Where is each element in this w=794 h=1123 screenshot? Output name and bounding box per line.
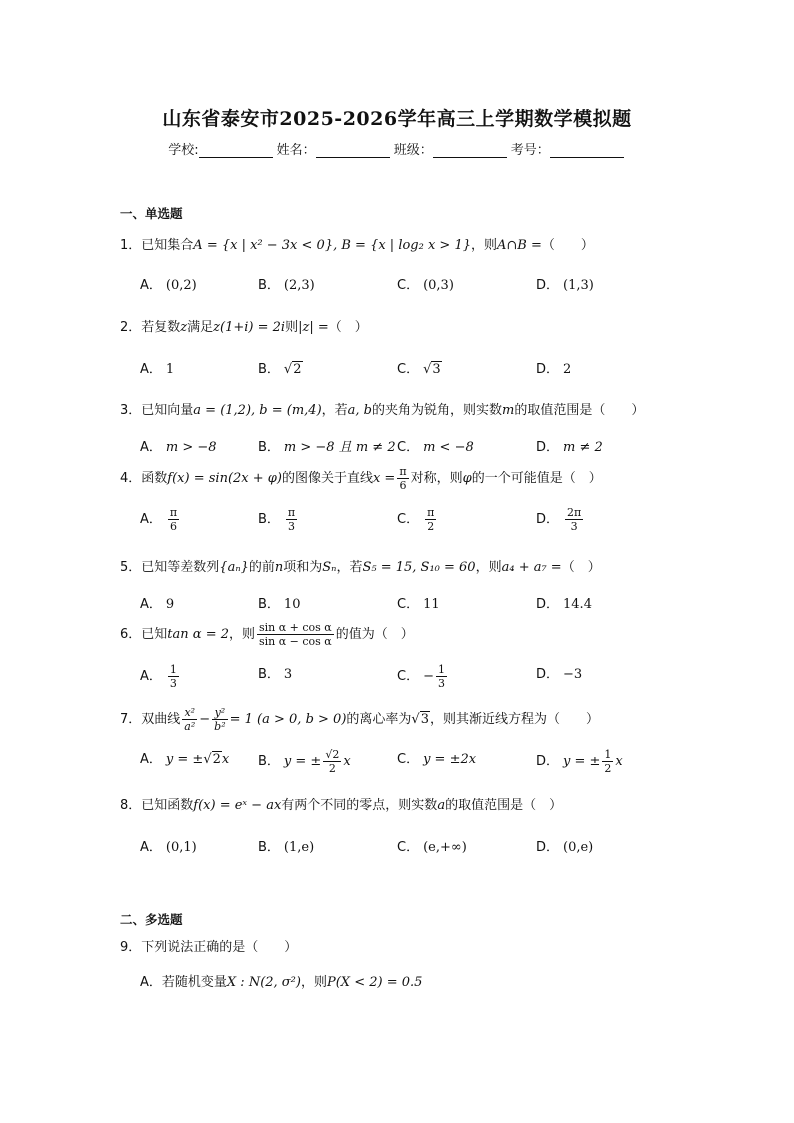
math-expression: = 1 (a > 0, b > 0) [229, 712, 347, 727]
option-d[interactable]: D． $\frac{2\pi}{3}$ [536, 506, 582, 533]
question-text: ，则 [300, 975, 327, 990]
question-5-options [140, 593, 680, 619]
question-text: 函数 [141, 471, 168, 486]
question-3 [120, 399, 680, 418]
question-text: 的值为 [335, 627, 375, 642]
math-expression: z(1+i) = 2i [213, 320, 286, 335]
answer-bracket: （ ） [328, 320, 368, 335]
question-text: 有两个不同的零点，则实数 [281, 798, 438, 813]
class-blank[interactable] [433, 143, 507, 158]
question-text: ，则 [475, 560, 502, 575]
answer-bracket: （ ） [541, 238, 594, 253]
question-number: 8． [120, 798, 142, 813]
option-a[interactable]: A． 9 [140, 597, 175, 612]
answer-bracket: （ ） [561, 560, 601, 575]
question-text: 下列说法正确的是 [141, 940, 246, 955]
question-6-options [140, 663, 680, 689]
option-a[interactable]: A． $\frac{\pi}{6}$ [140, 506, 178, 533]
math-expression: f(x) = eˣ − ax [193, 798, 282, 813]
option-b[interactable]: B． m > −8 且 m ≠ 2 [258, 440, 396, 455]
math-expression: a, b [347, 403, 372, 418]
answer-bracket: （ ） [245, 940, 298, 955]
question-text: 的前 [248, 560, 275, 575]
option-b[interactable]: B． 10 [258, 597, 301, 612]
option-c[interactable]: C． − $\frac{1}{3}$ [397, 663, 445, 690]
question-2 [120, 316, 680, 335]
question-8 [120, 794, 680, 813]
fraction: $\frac{\pi}{6}$ [399, 465, 407, 492]
question-text: 的取值范围是 [445, 798, 524, 813]
option-b[interactable]: B． $\frac{\pi}{3}$ [258, 506, 296, 533]
math-variable: a [437, 798, 446, 813]
question-3-options [140, 436, 680, 462]
question-number: 2． [120, 320, 142, 335]
option-c[interactable]: C． $\frac{\pi}{2}$ [397, 506, 435, 533]
question-6 [120, 621, 680, 648]
option-c[interactable]: C． (0,3) [397, 278, 454, 293]
answer-bracket: （ ） [523, 798, 563, 813]
question-text: 的夹角为锐角，则实数 [372, 403, 503, 418]
fraction: $\frac{\text{y²}}{\text{b²}}$ [214, 706, 226, 733]
option-a[interactable]: A． (0,2) [140, 278, 197, 293]
section-single-choice: 一、单选题 [120, 206, 183, 221]
name-blank[interactable] [316, 143, 390, 158]
answer-bracket: （ ） [562, 471, 602, 486]
fraction: $\frac{\text{sin α + cos α}}{\text{sin α − cos α}}$ [259, 621, 332, 648]
option-d[interactable]: D． (0,e) [536, 840, 594, 855]
fraction: $\frac{\text{x²}}{\text{a²}}$ [184, 706, 196, 733]
question-text: 已知等差数列 [141, 560, 220, 575]
answer-bracket: （ ） [374, 627, 414, 642]
question-8-options [140, 836, 680, 862]
question-text: 双曲线 [141, 712, 181, 727]
math-expression: {aₙ} [219, 560, 249, 575]
question-text: 已知集合 [141, 238, 194, 253]
name-label: 姓名： [276, 143, 316, 158]
question-5 [120, 556, 680, 575]
math-expression: tan α = 2 [167, 627, 229, 642]
exam-number-label: 考号： [510, 143, 550, 158]
math-expression: P(X < 2) = 0.5 [326, 975, 423, 990]
math-variable: z [180, 320, 188, 335]
question-text: 则 [285, 320, 299, 335]
option-a[interactable]: A． m > −8 [140, 440, 217, 455]
question-4-options [140, 506, 680, 532]
question-number: 6． [120, 627, 142, 642]
option-a[interactable]: A． $\frac{1}{3}$ [140, 663, 177, 690]
class-label: 班级： [393, 143, 433, 158]
question-number: 5． [120, 560, 142, 575]
question-text: 满足 [187, 320, 214, 335]
option-a[interactable]: A． y = ±√2x [140, 752, 230, 767]
question-7: 7．双曲线 $\frac{\text{x²}}{\text{a²}}$ − $\frac{\text{y²}}{\text{b²}}$ = 1 (a > 0, b > 0)的离心率为√3，则其渐近线方程为（ ） [120, 706, 600, 733]
question-9-option-a[interactable] [140, 971, 700, 990]
section-multiple-choice: 二、多选题 [120, 912, 183, 927]
option-d[interactable]: D． −3 [536, 667, 583, 682]
question-number: 9． [120, 940, 142, 955]
question-text: 的一个可能值是 [471, 471, 563, 486]
question-text: 对称，则 [410, 471, 463, 486]
question-text: 已知向量 [141, 403, 194, 418]
math-expression: A∩B = [497, 238, 542, 253]
question-text: ，则 [228, 627, 255, 642]
math-expression: a₄ + a₇ = [501, 560, 562, 575]
option-b[interactable]: B． 3 [258, 667, 293, 682]
question-7-options [140, 748, 680, 774]
option-c[interactable]: C． (e,+∞) [397, 840, 467, 855]
question-number: 7． [120, 712, 142, 727]
option-d[interactable]: D． y = ± $\frac{1}{2}$ x [536, 748, 623, 775]
question-text: ，若 [336, 560, 363, 575]
math-expression: x = [372, 471, 396, 486]
question-text: ，则其渐近线方程为 [429, 712, 547, 727]
math-expression: A = {x | x² − 3x < 0}, B = {x | log₂ x > 1} [193, 238, 471, 253]
option-c[interactable]: C． √3 [397, 362, 441, 377]
option-d[interactable]: D． (1,3) [536, 278, 594, 293]
option-a[interactable]: A． 1 [140, 362, 175, 377]
option-d[interactable]: D． 14.4 [536, 597, 592, 612]
question-text: ，则 [471, 238, 498, 253]
answer-bracket: （ ） [547, 712, 600, 727]
question-9 [120, 936, 680, 955]
question-text: 的离心率为 [346, 712, 412, 727]
question-number: 1． [120, 238, 142, 253]
option-key: A． [140, 975, 162, 990]
question-text: ，若 [321, 403, 348, 418]
math-variable: n [274, 560, 284, 575]
math-expression: f(x) = sin(2x + φ) [167, 471, 282, 486]
question-text: 的图像关于直线 [281, 471, 373, 486]
option-a[interactable]: A． (0,1) [140, 840, 197, 855]
question-text: 若随机变量 [161, 975, 227, 990]
math-expression: |z| = [298, 320, 329, 335]
option-d[interactable]: D． m ≠ 2 [536, 440, 603, 455]
option-c[interactable]: C． y = ±2x [397, 752, 477, 767]
answer-bracket: （ ） [592, 403, 645, 418]
math-variable: Sₙ [322, 560, 337, 575]
school-blank[interactable] [199, 143, 273, 158]
option-b[interactable]: B． y = ± $\frac{√2}{2}$ x [258, 748, 351, 775]
exam-number-blank[interactable] [550, 143, 624, 158]
question-text: 的取值范围是 [514, 403, 593, 418]
math-expression: a = (1,2), b = (m,4) [193, 403, 322, 418]
question-2-options [140, 358, 680, 384]
option-b[interactable]: B． (1,e) [258, 840, 315, 855]
math-expression: S₅ = 15, S₁₀ = 60 [362, 560, 476, 575]
sqrt-expression: √3 [411, 712, 429, 727]
question-1-options [140, 274, 680, 300]
question-text: 若复数 [141, 320, 181, 335]
question-text: 已知 [141, 627, 168, 642]
question-number: 4． [120, 471, 142, 486]
question-number: 3． [120, 403, 142, 418]
question-text: 已知函数 [141, 798, 194, 813]
school-label: 学校: [168, 143, 199, 158]
exam-title: 山东省泰安市2025-2026学年高三上学期数学模拟题 [162, 108, 632, 130]
math-variable: m [502, 403, 515, 418]
option-b[interactable]: B． √2 [258, 362, 302, 377]
option-c[interactable]: C． 11 [397, 597, 440, 612]
option-d[interactable]: D． 2 [536, 362, 572, 377]
student-info-line [0, 139, 794, 158]
option-b[interactable]: B． (2,3) [258, 278, 315, 293]
question-4 [120, 465, 680, 492]
option-c[interactable]: C． m < −8 [397, 440, 474, 455]
math-expression: X : N(2, σ²) [226, 975, 301, 990]
question-text: 项和为 [283, 560, 323, 575]
question-1 [120, 234, 680, 253]
math-variable: φ [462, 471, 472, 486]
